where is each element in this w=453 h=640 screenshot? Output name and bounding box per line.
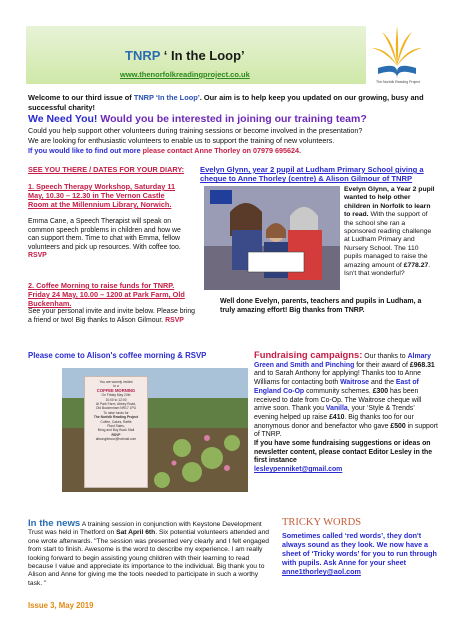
welcome-part: . Our aim is to help keep you updated on our growing, busy and successful charity! [28,93,424,112]
donor-vanilla: Vanilla [325,405,348,413]
fund-text: Our thanks to [362,353,408,360]
event-speech-therapy-body [28,218,190,261]
tricky-text: Sometimes called ‘red words’, they don't always sound as they look. We now have a sheet of ‘Tricky words’ for you to run through with pupils. Ask Anne for your sheet [282,531,437,567]
fund-text: . Big thanks too for our anonymous donor and benefactor who gave [254,413,414,430]
invite-coffee-morning: COFFEE MORNING [96,387,136,393]
welcome-tnrp: TNRP [133,93,154,102]
news-quote: . Six potential volunteers attended and one wrote afterwards. "The session was presented very clearly and I felt engaged from start to finish. Awesome is the word to describe my experience. I am really looking forward to begin assisting young children with their learning to read because I value and appreciate its importance to the individual. Big thank you to Alison and Anne for giving me the tools needed to participate in such a worthy task. " [28,529,270,587]
fundraising-section [254,351,440,475]
story-text: . Isn't that wonderful? [344,261,431,278]
cheque-story-body [344,186,436,278]
fund-text: , your ‘Style & Trends’ evening helped up raise [254,405,415,421]
invite-line: Bring and Buy Book Stall [97,428,135,433]
editor-email-link[interactable]: lesleypenniket@gmail.com [254,466,343,474]
cheque-story-heading: Evelyn Glynn, year 2 pupil at Ludham Primary School giving a cheque to Anne Thorley (centre) & Alison Gilmour of TNRP [200,165,424,184]
fund-amount: £410 [329,413,345,421]
we-need-you-label: We Need You! [28,113,98,125]
invite-line: 10:00 to 12:00 [105,397,127,402]
event-description: Emma Cane, a Speech Therapist will speak on common speech problems in children and how we can support them. Time to chat with Emma, fellow volunteers and pick up resources. With coffee too. [28,218,181,251]
invite-rsvp: RSVP [111,432,121,437]
invite-line: to a [113,384,119,389]
contact-text: If you would like to find out more [28,146,143,155]
event-speech-therapy-title: 1. Speech Therapy Workshop, Saturday 11 May, 10.30 – 12.30 in The Vernon Castle Room at the Millennium Library, Norwich. [28,182,176,209]
coffee-morning-heading: Please come to Alison's coffee morning & RSVP [28,351,207,360]
issue-label: Issue 3, May 2019 [28,601,94,610]
welcome-in-the-loop: ‘In the Loop’ [153,93,200,102]
website-link[interactable]: www.thenorfolkreadingproject.co.uk [120,70,250,79]
invite-email: alisongilmour@hotmail.com [95,437,137,442]
story-text: With the support of the school she ran a sponsored reading challenge at Ludham Primary and Nursery School. The 110 pupils managed to raise the amazing amount of [344,211,432,269]
cheque-presentation-photo [204,186,340,290]
in-the-news-section [28,520,274,588]
invite-line: At Park Farm, Abbey Road, [95,402,137,407]
fundraising-heading: Fundraising campaigns: [254,349,363,360]
fund-amount: £300 [372,387,389,395]
invite-line: Coffee, Cakes, Raffle [100,419,132,424]
need-line: We are looking for enthusiastic volunteers to enable us to support the training of new volunteers. [28,136,335,145]
newsletter-title [125,48,245,63]
rsvp-label: RSVP [165,316,184,324]
title-in-the-loop: ‘ In the Loop’ [163,48,245,63]
story-amount: £778.27 [403,261,429,269]
tricky-words-heading: TRICKY WORDS [282,517,362,528]
fund-amount: £968.31 [409,361,435,369]
fund-text: has been received to date from Co-Op. The Waitrose cheque will arrive soon. Thank you [254,387,422,413]
fund-text: and the [369,379,396,387]
invite-line: You are warmly invited [99,380,133,384]
tricky-words-body [282,531,438,576]
event-coffee-morning-title: 2. Coffee Morning to raise funds for TNRP. Friday 24 May, 10.00 – 1200 at Park Farm, Old Buckenham. [28,281,185,308]
in-the-news-heading: In the news [28,518,81,529]
logo-caption: The Norfolk Reading Project [376,80,420,84]
news-text: A training session in conjunction with Keystone Development Trust was held in Thetford on [28,521,262,537]
event-coffee-morning-body [28,308,198,325]
news-date: Sat April 6th [116,529,156,537]
invitation-card [84,376,148,488]
invite-line: On Friday May 24th [101,393,131,398]
diary-heading: SEE YOU THERE / DATES FOR YOUR DIARY: [28,165,185,174]
contact-anne: please contact Anne Thorley on 07979 695624. [142,146,301,155]
rsvp-label: RSVP [28,252,47,260]
welcome-text [28,93,428,112]
fund-text: community schemes. [304,387,373,395]
donor-waitrose: Waitrose [340,379,370,387]
title-tnrp: TNRP [125,48,161,63]
coffee-morning-flyer [62,368,248,492]
fund-amount: £500 [390,422,406,430]
contact-callout [28,146,438,156]
donor-co-op: East of England Co-Op [254,379,419,395]
invite-line: Old Buckenham NR17 1PU [95,406,137,411]
invite-line: To raise funds for [103,410,129,415]
story-lead: Evelyn Glynn, a Year 2 pupil wanted to help other children in Norfolk to learn to read. [344,186,435,219]
fund-text: and to Sarah Anthony for applying! Thanks too to Anne Williams for contacting both [254,370,421,387]
event-description: See your personal invite and invite below. Please bring a friend or two! Big thanks to Alison Gilmour. [28,308,196,324]
fund-text: for their award of [354,361,410,369]
story-thanks: Well done Evelyn, parents, teachers and pupils in Ludham, a truly amazing effort! Big thanks from TNRP. [220,298,422,314]
anne-email-link[interactable]: anne1thorley@aol.com [282,567,361,576]
need-line: Could you help support other volunteers during training sessions or become involved in the presentation? [28,126,363,135]
donor-almary-green: Almary Green and Smith and Pinching [254,353,431,369]
invite-line: The Norfolk Reading Project [93,415,139,420]
we-need-you-heading [28,113,367,125]
welcome-part: Welcome to our third issue of [28,93,134,102]
fund-text: in support of TNRP. [254,422,438,439]
fundraising-cta: If you have some fundraising suggestions or ideas on newsletter content, please contact Editor Lesley in the first instance [254,440,433,465]
we-need-you-body [28,126,438,156]
training-team-question: Would you be interested in joining our training team? [97,113,367,125]
norfolk-reading-project-logo [366,22,428,84]
invite-line: Plant Sales, [107,424,125,429]
photo-illustration [204,186,340,290]
